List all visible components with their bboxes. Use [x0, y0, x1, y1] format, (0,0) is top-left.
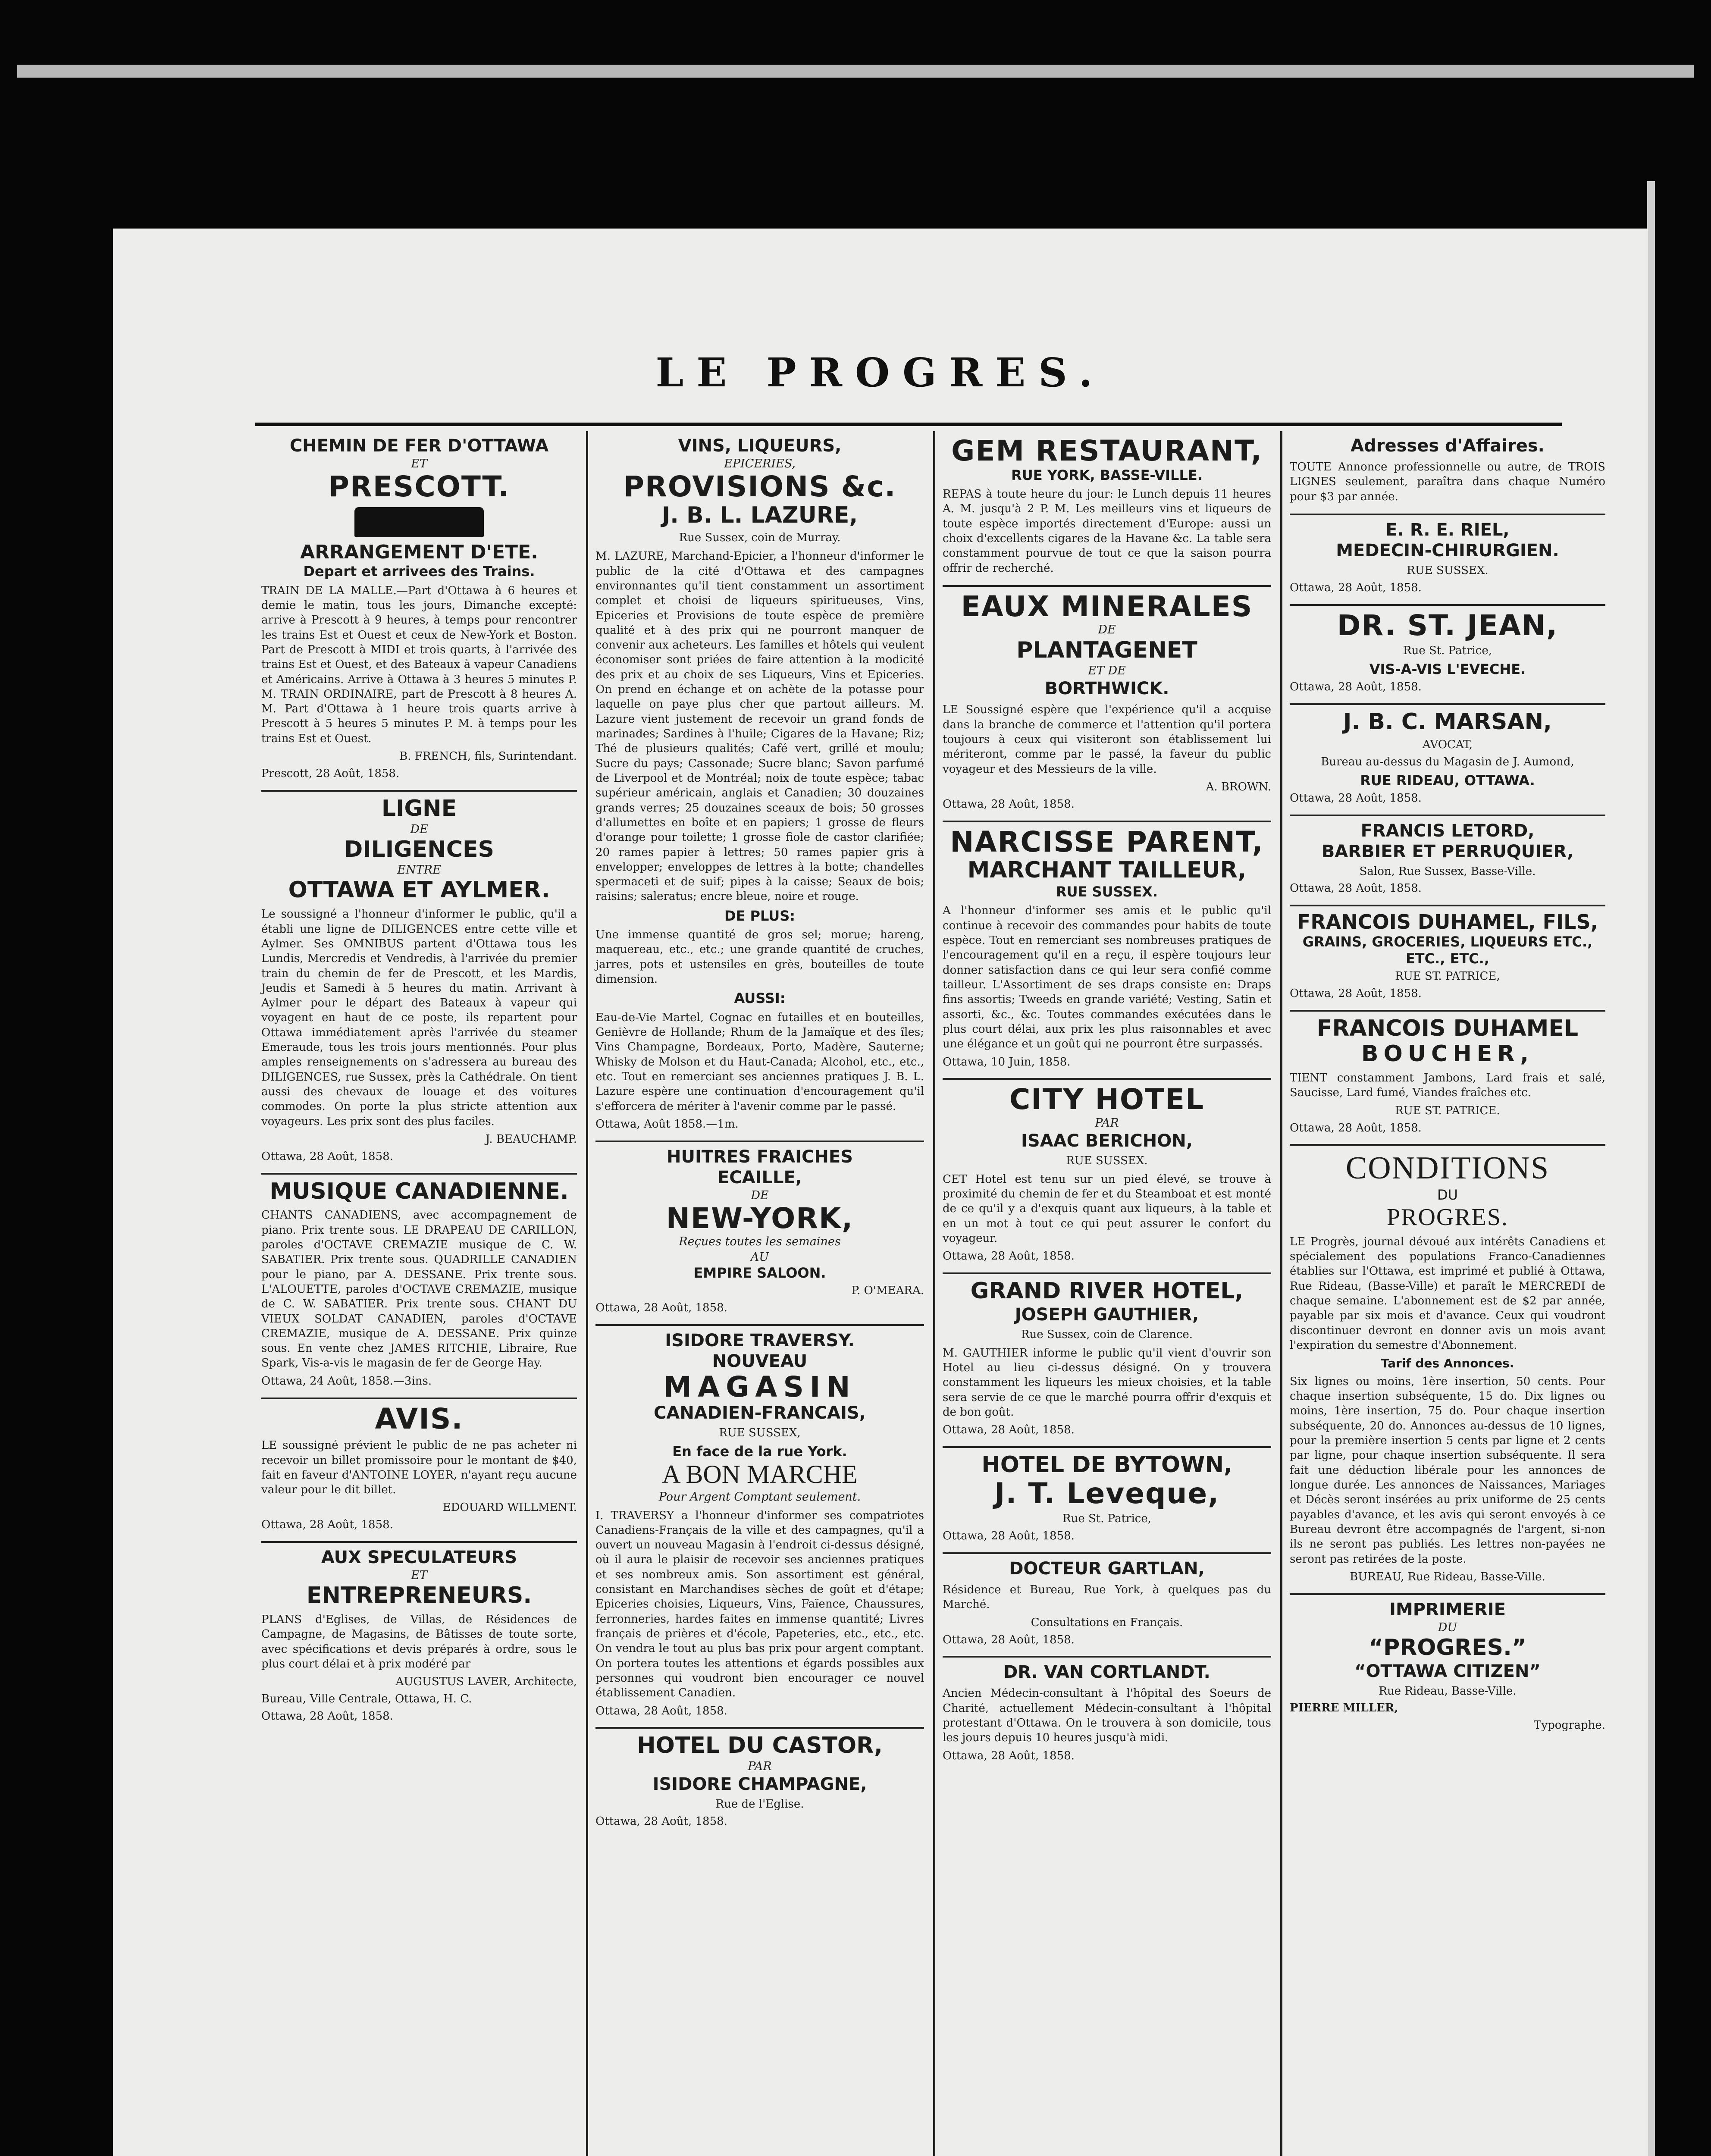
- imprint-address: Rue Rideau, Basse-Ville.: [1379, 1684, 1517, 1698]
- ad-heading: HOTEL DU CASTOR,: [637, 1733, 883, 1759]
- imprint-name: “OTTAWA CITIZEN”: [1354, 1661, 1541, 1681]
- ad-date: Ottawa, 28 Août, 1858.: [595, 1815, 727, 1828]
- ad-body: A l'honneur d'informer ses amis et le public qu'il continue à recevoir des commandes pour habits de toute espèce. Tout en remerciant ses nombreuses pratiques de l'encouragement qu'il en a reçu, il espère toujours leur donner satisfaction dans ce qui leur sera confié comme tailleur. L'Assortiment de ses draps consiste en: Draps fins assortis; Tweeds en grande variété; Vesting, Satin et assorti, &c., &c. Toutes commandes exécutées dans le plus court délai, aux prix les plus raisonnables et avec une élégance et un goût qui ne pourront être surpassés.: [943, 904, 1271, 1051]
- ad-hotel-bytown: [943, 1448, 1271, 1554]
- ad-signature: B. FRENCH, fils, Surintendant.: [399, 750, 577, 763]
- ad-address: RUE SUSSEX.: [1066, 1154, 1148, 1167]
- card-title: MEDECIN-CHIRURGIEN.: [1336, 540, 1559, 561]
- section-subtitle: PROGRES.: [1386, 1203, 1509, 1231]
- subscription-conditions: [1290, 1146, 1605, 1595]
- imprint-title: IMPRIMERIE: [1389, 1599, 1506, 1620]
- ad-heading: A BON MARCHE: [662, 1460, 858, 1489]
- ad-heading: HOTEL DE BYTOWN,: [981, 1452, 1232, 1478]
- section-subheading: Tarif des Annonces.: [1381, 1356, 1514, 1371]
- ad-store-traversy: [595, 1326, 924, 1729]
- card-title: AVOCAT,: [1422, 738, 1473, 751]
- ad-heading: EAUX MINERALES: [961, 589, 1253, 623]
- card-duhamel-butcher: [1290, 1012, 1605, 1146]
- card-letord: [1290, 816, 1605, 907]
- column-3: [937, 431, 1277, 2156]
- card-address: RUE SUSSEX.: [1407, 564, 1489, 577]
- ad-body: CET Hotel est tenu sur un pied élevé, se trouve à proximité du chemin de fer et du Steamboat et est monté de ce qu'il y a d'exquis quant aux liqueurs, à la table et en un mot à tout ce qui peut assurer le confort du voyageur.: [943, 1172, 1271, 1245]
- ad-date: Ottawa, 28 Août, 1858.: [943, 797, 1075, 811]
- card-title: GRAINS, GROCERIES, LIQUEURS ETC., ETC., ETC.,: [1302, 934, 1593, 967]
- card-riel: [1290, 515, 1605, 606]
- ad-place: EMPIRE SALOON.: [693, 1264, 826, 1281]
- ad-connector: ET: [411, 457, 427, 470]
- ad-heading: NEW-YORK,: [666, 1201, 854, 1235]
- ad-signature: EDOUARD WILLMENT.: [442, 1501, 577, 1514]
- card-name: FRANCOIS DUHAMEL: [1316, 1015, 1579, 1041]
- card-name: FRANCOIS DUHAMEL, FILS,: [1297, 910, 1598, 934]
- imprint-printer: PIERRE MILLER,: [1290, 1702, 1398, 1715]
- column-1: [255, 431, 583, 2156]
- ad-connector: ET DE: [1088, 664, 1126, 678]
- ad-connector: PAR: [748, 1760, 772, 1774]
- card-name: DR. ST. JEAN,: [1337, 608, 1558, 642]
- card-body: TIENT constamment Jambons, Lard frais et salé, Saucisse, Lard fumé, Viandes fraîches etc.: [1290, 1072, 1605, 1100]
- section-connector: DU: [1437, 1187, 1458, 1203]
- ad-diligences: [261, 792, 577, 1175]
- ad-subtitle: MARCHANT TAILLEUR,: [967, 857, 1247, 884]
- ad-address: RUE SUSSEX,: [719, 1426, 801, 1440]
- ad-line: Pour Argent Comptant seulement.: [658, 1490, 861, 1504]
- ad-doctor-van-cortlandt: [943, 1658, 1271, 1772]
- ad-subtitle: ECAILLE,: [717, 1167, 802, 1188]
- ad-body: Eau-de-Vie Martel, Cognac en futailles et en bouteilles, Genièvre de Hollande; Rhum de la Jamaïque et des îles; Vins Champagne, Bordeaux, Porto, Madère, Sauterne; Whisky de Molson et du Haut-Canada; Alcohol, etc., etc., etc. Tout en remerciant ses anciennes pratiques J. B. L. Lazure espère une continuation d'encouragement qu'il s'efforcera de mériter à l'avenir comme par le passé.: [595, 1011, 924, 1113]
- ad-heading: ENTREPRENEURS.: [306, 1583, 532, 1609]
- card-date: Ottawa, 28 Août, 1858.: [1290, 581, 1422, 594]
- card-line: VIS-A-VIS L'EVECHE.: [1369, 661, 1526, 677]
- ad-merchant: J. T. Leveque,: [994, 1476, 1220, 1510]
- ad-city-hotel: [943, 1080, 1271, 1274]
- ad-heading: PRESCOTT.: [328, 470, 510, 504]
- ad-title: LIGNE: [381, 795, 457, 821]
- ad-tailor-parent: [943, 822, 1271, 1080]
- ad-place: BORTHWICK.: [1044, 679, 1169, 699]
- printer-imprint: [1290, 1595, 1605, 1742]
- section-intro: TOUTE Annonce professionnelle ou autre, de TROIS LIGNES seulement, paraîtra dans chaque Numéro pour $3 par année.: [1290, 461, 1605, 503]
- ad-subtitle: CANADIEN-FRANCAIS,: [654, 1403, 866, 1423]
- ad-date: Prescott, 28 Août, 1858.: [261, 767, 400, 780]
- ad-subtitle: EPICERIES,: [724, 457, 796, 470]
- ad-connector: PAR: [1095, 1116, 1119, 1130]
- card-marsan: [1290, 705, 1605, 816]
- ad-place: PLANTAGENET: [1016, 637, 1197, 663]
- ad-heading: DR. VAN CORTLANDT.: [1003, 1662, 1210, 1683]
- card-date: Ottawa, 28 Août, 1858.: [1290, 987, 1422, 1000]
- card-address: Rue St. Patrice,: [1403, 644, 1492, 658]
- ad-oysters: [595, 1142, 924, 1326]
- ad-address: Rue Sussex, coin de Clarence.: [1021, 1328, 1193, 1341]
- ad-line: Consultations en Français.: [1031, 1616, 1183, 1629]
- ad-heading: DOCTEUR GARTLAN,: [1009, 1559, 1205, 1579]
- ad-body: PLANS d'Eglises, de Villas, de Résidences de Campagne, de Magasins, de Bâtisses de toute sorte, avec spécifications et devis préparés à ordre, sous le plus court délai et à prix modéré par: [261, 1613, 577, 1670]
- ad-body: Ancien Médecin-consultant à l'hôpital des Soeurs de Charité, actuellement Médecin-consultant à l'hôpital protestant d'Ottawa. On le trouvera à son domicile, tous les jours depuis 10 heures jusqu'à midi.: [943, 1687, 1271, 1745]
- ad-date: Ottawa, 28 Août, 1858.: [943, 1423, 1075, 1437]
- ad-body: Une immense quantité de gros sel; morue; hareng, maquereau, etc., etc.; une grande quantité de cruches, jarres, pots et ustensiles en grès, bouteilles de toute dimension.: [595, 928, 924, 986]
- ad-date: Ottawa, 28 Août, 1858.: [943, 1749, 1075, 1762]
- ad-body: LE soussigné prévient le public de ne pas acheter ni recevoir un billet promissoire pour le montant de $40, fait en faveur d'ANTOINE LOYER, n'ayant reçu aucune valeur pour le dit billet.: [261, 1439, 577, 1497]
- ad-heading: CITY HOTEL: [1009, 1083, 1205, 1116]
- ad-grand-river-hotel: [943, 1274, 1271, 1448]
- ad-body: CHANTS CANADIENS, avec accompagnement de piano. Prix trente sous. LE DRAPEAU DE CARILLON, paroles d'OCTAVE CREMAZIE musique de C. W. SABATIER. Prix trente sous. QUADRILLE CANADIEN pour le piano, par A. DESSANE. Prix trente sous. L'ALOUETTE, paroles d'OCTAVE CREMAZIE, musique de C. W. SABATIER. Prix trente sous. CHANT DU VIEUX SOLDAT CANADIEN, paroles d'OCTAVE CREMAZIE, musique de A. DESSANE. Prix quinze sous. En vente chez JAMES RITCHIE, Libraire, Rue Spark, Vis-a-vis le magasin de fer de George Hay.: [261, 1209, 577, 1370]
- ad-body: TRAIN DE LA MALLE.—Part d'Ottawa à 6 heures et demie le matin, tous les jours, Dimanche excepté: arrive à Prescott à 9 heures, à temps pour rencontrer les trains Est et Ouest et ceux de New-York et Boston. Part de Prescott à MIDI et trois quarts, à l'arrivée des trains Est et Ouest, et des Bateaux à vapeur Canadiens et Américains. Arrive à Ottawa à 3 heures 5 minutes P. M. TRAIN ORDINAIRE, part de Prescott à 8 heures A. M. Part d'Ottawa à 1 heure trois quarts arrive à Prescott à 5 heures 5 minutes P. M. à temps pour les trains Est et Ouest.: [261, 584, 577, 745]
- ad-connector: ET: [411, 1569, 427, 1583]
- ad-date: Ottawa, 28 Août, 1858.: [261, 1518, 393, 1532]
- ad-address: RUE SUSSEX.: [1056, 883, 1158, 900]
- ad-title: VINS, LIQUEURS,: [678, 436, 842, 456]
- ad-hotel-castor: [595, 1729, 924, 1837]
- ad-subtitle: Depart et arrivees des Trains.: [303, 563, 535, 580]
- ad-address: Rue St. Patrice,: [1062, 1512, 1151, 1526]
- ad-date: Ottawa, 10 Juin, 1858.: [943, 1055, 1071, 1069]
- ad-railway: [261, 431, 577, 792]
- card-address: RUE RIDEAU, OTTAWA.: [1360, 772, 1535, 789]
- card-date: Ottawa, 28 Août, 1858.: [1290, 791, 1422, 805]
- imprint-role: Typographe.: [1534, 1719, 1605, 1732]
- ad-body: REPAS à toute heure du jour: le Lunch depuis 11 heures A. M. jusqu'à 2 P. M. Les meilleurs vins et liqueurs de toute espèce importés directement d'Europe: aussi un choix d'excellents cigares de la Havane &c. La table sera constamment pourvue de tout ce que la saison pourra offrir de recherché.: [943, 487, 1271, 575]
- ad-heading: OTTAWA ET AYLMER.: [288, 877, 550, 903]
- ad-signature: AUGUSTUS LAVER, Architecte,: [395, 1675, 577, 1689]
- ad-heading: AUX SPECULATEURS: [321, 1548, 517, 1568]
- card-date: Ottawa, 28 Août, 1858.: [1290, 882, 1422, 895]
- ad-date: Ottawa, 28 Août, 1858.: [261, 1150, 393, 1163]
- ad-signature: J. BEAUCHAMP.: [485, 1132, 577, 1146]
- ad-body: M. GAUTHIER informe le public qu'il vient d'ouvrir son Hotel au lieu ci-dessus désigné. On y trouvera constamment les liqueurs les mieux choisies, et la table sera servie de ce que le marché pourra offrir d'exquis et de bon goût.: [943, 1346, 1271, 1419]
- ad-address: Bureau, Ville Centrale, Ottawa, H. C.: [261, 1692, 472, 1705]
- card-date: Ottawa, 28 Août, 1858.: [1290, 680, 1422, 694]
- ad-heading: MAGASIN: [663, 1370, 856, 1404]
- ad-gem-restaurant: [943, 431, 1271, 587]
- card-name: FRANCIS LETORD,: [1360, 821, 1535, 841]
- ad-date: Ottawa, 28 Août, 1858.: [595, 1301, 727, 1314]
- ad-grocer-lazure: [595, 431, 924, 1142]
- card-title: BARBIER ET PERRUQUIER,: [1321, 841, 1574, 862]
- ad-connector: DE: [410, 822, 428, 836]
- ad-heading: MUSIQUE CANADIENNE.: [269, 1178, 569, 1204]
- ad-date: Ottawa, 28 Août, 1858.: [943, 1529, 1075, 1543]
- ad-connector: DE: [1098, 623, 1116, 637]
- card-address: RUE ST. PATRICE,: [1395, 969, 1500, 983]
- card-line: Bureau au-dessus du Magasin de J. Aumond,: [1321, 755, 1574, 768]
- film-frame-edge: [17, 65, 1694, 78]
- ad-architect: [261, 1543, 577, 1733]
- section-title: Adresses d'Affaires.: [1351, 436, 1545, 456]
- ad-doctor-gartlan: [943, 1554, 1271, 1658]
- section-body: LE Progrès, journal dévoué aux intérêts Canadiens et spécialement des populations Franco-Canadiennes établies sur l'Ottawa, est imprimé et publié à Ottawa, Rue Rideau, (Basse-Ville) et paraît le MERCREDI de chaque semaine. L'abonnement est de $2 par année, payable par six mois et d'avance. Ceux qui voudront discontinuer devront en donner avis un mois avant l'expiration du semestre d'Abonnement.: [1290, 1235, 1605, 1352]
- card-st-jean: [1290, 606, 1605, 705]
- column-2: [589, 431, 930, 2156]
- adjacent-page-edge: [1647, 181, 1694, 2156]
- ad-address: Rue de l'Eglise.: [715, 1798, 804, 1811]
- column-rule: [933, 431, 935, 2156]
- ad-heading: AVIS.: [375, 1402, 464, 1435]
- ad-connector: ENTRE: [397, 863, 441, 877]
- ad-merchant: J. B. L. LAZURE,: [661, 502, 858, 528]
- ad-merchant: JOSEPH GAUTHIER,: [1015, 1304, 1199, 1325]
- ad-title: HUITRES FRAICHES: [667, 1147, 853, 1167]
- section-address: BUREAU, Rue Rideau, Basse-Ville.: [1350, 1570, 1545, 1583]
- ad-date: Ottawa, 28 Août, 1858.: [943, 1633, 1075, 1646]
- ad-body: LE Soussigné espère que l'expérience qu'il a acquise dans la branche de commerce et l'attention qu'il portera toujours à ceux qui visiteront son établissement lui mériteront, comme par le passé, la faveur du public voyageur et des Messieurs de la ville.: [943, 703, 1271, 776]
- ad-title: CHEMIN DE FER D'OTTAWA: [289, 436, 549, 456]
- ad-body: Résidence et Bureau, Rue York, à quelques pas du Marché.: [943, 1583, 1271, 1611]
- ad-line: Reçues toutes les semaines: [679, 1235, 841, 1249]
- ad-body: M. LAZURE, Marchand-Epicier, a l'honneur d'informer le public de la cité d'Ottawa et des campagnes environnantes qu'il tient constamment un assortiment complet et choisi de liqueurs spiritueuses, Vins, Epiceries et Provisions de toute espèce de première qualité et à des prix qui ne pourront manquer de convenir aux acheteurs. Les familles et hôtels qui veulent économiser sont priées de faire attention à la modicité des prix et au choix de ses Liqueurs, Vins et Epiceries. On prend en échange et on achète de la potasse pour laquelle on paye plus cher que partout ailleurs. M. Lazure vient justement de recevoir un grand fonds de marinades; Sardines à l'huile; Cigares de la Havane; Riz; Thé de plusieurs qualités; Café vert, grillé et moulu; Sucre du pays; Cassonade; Sucre blanc; Savon parfumé de Liverpool et de Montréal; noix de toute espèce; tabac supérieur américain, anglais et Canadien; 30 douzaines grands verres; 25 douzaines sceaux de bois; 50 grosses d'allumettes en boîte et en papiers; 1 grosse de fleurs d'orange pour toilette; 1 grosse fiole de castor clarifiée; 20 rames papier à lettres; 50 rames papier gris à envelopper; enveloppes de lettres à la botte; chandelles spermaceti et de suif; pipes à la caisse; Seaux de bois; raisins; saleratus; encre bleue, noire et rouge.: [595, 550, 924, 903]
- ad-heading: DILIGENCES: [344, 836, 494, 862]
- newspaper-page: [113, 229, 1648, 2156]
- card-address: Salon, Rue Sussex, Basse-Ville.: [1359, 865, 1536, 878]
- masthead-rule: [255, 423, 1562, 426]
- imprint-connector: DU: [1438, 1620, 1457, 1634]
- ad-heading: GRAND RIVER HOTEL,: [970, 1278, 1244, 1304]
- ad-date: Ottawa, 24 Août, 1858.—3ins.: [261, 1374, 432, 1388]
- ad-merchant: ISIDORE TRAVERSY.: [665, 1330, 855, 1351]
- card-date: Ottawa, 28 Août, 1858.: [1290, 1121, 1422, 1134]
- section-body: Six lignes ou moins, 1ère insertion, 50 cents. Pour chaque insertion subséquente, 15 do. Dix lignes ou moins, 1ère insertion, 75 do. Pour chaque insertion subséquente, 20 do. Annonces au-dessus de 10 lignes, pour la première insertion 5 cents par ligne et 2 cents par ligne, pour chaque insertion subséquente. Il sera fait une déduction libérale pour les annonces de longue durée. Les annonces de Naissances, Mariages et Décès seront insérées au prix uniforme de 25 cents payables d'avance, et les avis qui seront envoyés à ce Bureau devront être accompagnés de l'argent, si-non ils ne seront pas publiés. Les lettres non-payées ne seront pas retirées de la poste.: [1290, 1375, 1605, 1566]
- card-name: E. R. E. RIEL,: [1385, 520, 1510, 540]
- section-title: CONDITIONS: [1345, 1150, 1550, 1186]
- train-engraving: [354, 507, 484, 537]
- ad-body: Le soussigné a l'honneur d'informer le public, qu'il a établi une ligne de DILIGENCES entre cette ville et Aylmer. Ses OMNIBUS partent d'Ottawa tous les Lundis, Mercredis et Vendredis, à l'arrivée du premier train du chemin de fer de Prescott, et les Mardis, Jeudis et Samedi à 5 heures du matin. Arrivant à Aylmer pour le départ des Bateaux à vapeur qui voyagent en haut de ce poste, ils repartent pour Ottawa immédiatement après l'arrivée du steamer Emeraude, tous les trois jours mentionnés. Pour plus amples renseignements on s'adressera au bureau des DILIGENCES, rue Sussex, près la Cathédrale. On tient aussi des chevaux de louage et des voitures commodes. On porte la plus stricte attention aux voyageurs. Les prix sont des plus faciles.: [261, 908, 577, 1128]
- business-directory-header: [1290, 431, 1605, 515]
- ad-heading: GEM RESTAURANT,: [951, 434, 1263, 467]
- ad-notice: [261, 1399, 577, 1543]
- card-duhamel-fils: [1290, 906, 1605, 1011]
- ad-line: En face de la rue York.: [672, 1443, 847, 1460]
- column-rule: [1280, 431, 1282, 2156]
- ad-address: Rue Sussex, coin de Murray.: [679, 531, 841, 545]
- ad-date: Ottawa, Août 1858.—1m.: [595, 1118, 739, 1131]
- ad-heading: NARCISSE PARENT,: [950, 825, 1264, 859]
- ad-subheading: AUSSI:: [734, 990, 786, 1007]
- card-address: RUE ST. PATRICE.: [1395, 1104, 1500, 1117]
- ad-connector: DE: [751, 1188, 769, 1202]
- ad-subtitle: ARRANGEMENT D'ETE.: [300, 541, 538, 563]
- ad-merchant: ISIDORE CHAMPAGNE,: [652, 1774, 867, 1795]
- ad-heading: PROVISIONS &c.: [623, 470, 896, 504]
- ad-subtitle: NOUVEAU: [712, 1351, 808, 1371]
- ad-subheading: DE PLUS:: [724, 907, 796, 924]
- card-name: J. B. C. MARSAN,: [1343, 709, 1552, 735]
- ad-body: I. TRAVERSY a l'honneur d'informer ses compatriotes Canadiens-Français de la ville et des campagnes, qu'il a ouvert un nouveau Magasin à l'endroit ci-dessus désigné, où il aura le plaisir de recevoir ses anciennes pratiques et ses nombreux amis. Son assortiment est général, consistant en Marchandises sèches de goût et d'étape; Epiceries choisies, Liqueurs, Vins, Faïence, Chaussures, ferronneries, hardes faites en immense quantité; Livres français de prières et d'école, Papeteries, etc., etc., etc. On vendra le tout au plus bas prix pour argent comptant. On portera toutes les attentions et égards possibles aux personnes qui voudront bien encourager ce nouvel établissement Canadien.: [595, 1509, 924, 1700]
- ad-signature: A. BROWN.: [1206, 780, 1271, 793]
- column-rule: [586, 431, 588, 2156]
- ad-connector: AU: [750, 1250, 769, 1264]
- imprint-name: “PROGRES.”: [1368, 1634, 1527, 1661]
- ad-address: RUE YORK, BASSE-VILLE.: [1011, 467, 1203, 483]
- ad-mineral-waters: [943, 587, 1271, 822]
- ad-date: Ottawa, 28 Août, 1858.: [595, 1704, 727, 1717]
- column-4: [1284, 431, 1611, 2156]
- card-title: BOUCHER,: [1361, 1041, 1534, 1067]
- masthead: LE PROGRES.: [655, 349, 1106, 396]
- ad-date: Ottawa, 28 Août, 1858.: [943, 1250, 1075, 1263]
- ad-date: Ottawa, 28 Août, 1858.: [261, 1709, 393, 1723]
- ad-merchant: ISAAC BERICHON,: [1021, 1131, 1193, 1151]
- ad-signature: P. O'MEARA.: [851, 1284, 924, 1297]
- ad-music: [261, 1175, 577, 1399]
